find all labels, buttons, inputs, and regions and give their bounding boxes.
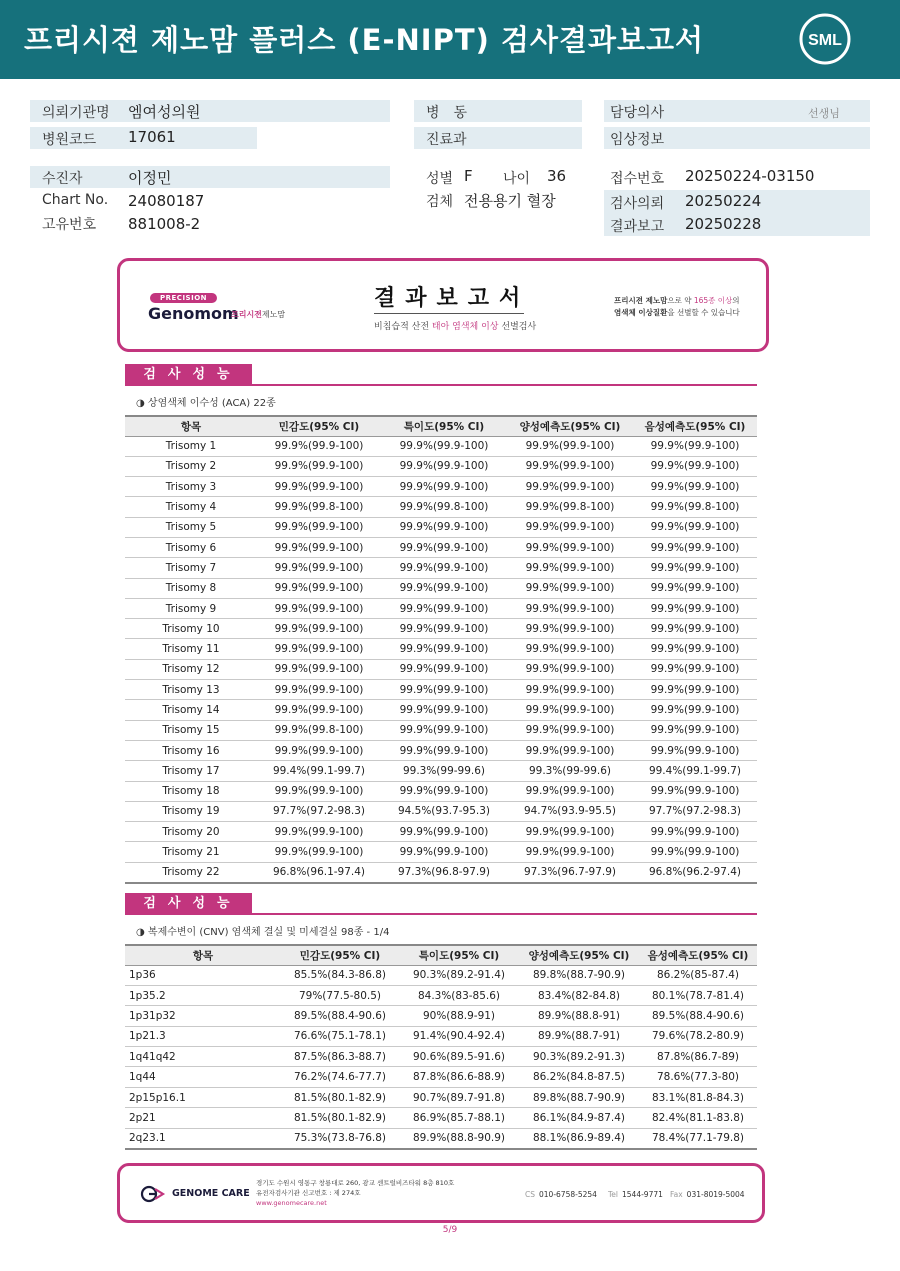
- aca-performance-table: [125, 415, 757, 884]
- row-value: 99.9%(99.9-100): [507, 537, 633, 557]
- table-row: [125, 700, 757, 720]
- table-row: [125, 740, 757, 760]
- table-row: [125, 985, 757, 1005]
- row-item: 1p31p32: [125, 1006, 281, 1026]
- row-value: 99.9%(99.9-100): [507, 477, 633, 497]
- row-value: 99.9%(99.9-100): [507, 619, 633, 639]
- row-value: 90%(88.9-91): [399, 1006, 519, 1026]
- header-bar: [0, 0, 900, 79]
- row-value: 99.9%(99.9-100): [257, 822, 381, 842]
- table-row: [125, 1026, 757, 1046]
- row-item: Trisomy 13: [125, 680, 257, 700]
- row-value: 99.9%(99.9-100): [381, 517, 507, 537]
- row-item: Trisomy 11: [125, 639, 257, 659]
- aca-subtitle: ◑ 상염색체 이수성 (ACA) 22종: [136, 398, 276, 409]
- table-row: [125, 537, 757, 557]
- row-value: 96.8%(96.2-97.4): [633, 862, 757, 882]
- row-value: 99.9%(99.9-100): [381, 822, 507, 842]
- row-value: 99.9%(99.9-100): [507, 659, 633, 679]
- hospital-code-value: 17061: [128, 128, 176, 146]
- row-value: 99.9%(99.9-100): [257, 781, 381, 801]
- row-item: Trisomy 7: [125, 558, 257, 578]
- row-item: Trisomy 20: [125, 822, 257, 842]
- table-row: [125, 477, 757, 497]
- row-value: 99.9%(99.9-100): [381, 720, 507, 740]
- row-value: 99.9%(99.9-100): [633, 720, 757, 740]
- row-item: Trisomy 4: [125, 497, 257, 517]
- row-value: 99.4%(99.1-99.7): [633, 761, 757, 781]
- row-value: 99.9%(99.9-100): [633, 680, 757, 700]
- age-label: 나이: [503, 171, 531, 187]
- receipt-label: 접수번호: [610, 171, 665, 187]
- page-number: 5/9: [442, 1225, 458, 1235]
- row-value: 78.4%(77.1-79.8): [639, 1128, 757, 1148]
- row-value: 99.9%(99.9-100): [507, 700, 633, 720]
- row-item: 2p21: [125, 1108, 281, 1128]
- column-header: 음성예측도(95% CI): [633, 416, 757, 436]
- footer-tel-label: Tel: [608, 1190, 619, 1199]
- row-value: 78.6%(77.3-80): [639, 1067, 757, 1087]
- row-value: 79.6%(78.2-80.9): [639, 1026, 757, 1046]
- row-value: 99.9%(99.9-100): [381, 639, 507, 659]
- table-row: [125, 862, 757, 882]
- footer-address: [256, 1178, 454, 1208]
- specimen-value: 전용용기 혈장: [464, 192, 556, 210]
- clinical-label: 임상정보: [610, 132, 665, 148]
- table-row: [125, 1047, 757, 1067]
- row-value: 99.9%(99.9-100): [381, 659, 507, 679]
- row-item: 1q41q42: [125, 1047, 281, 1067]
- row-value: 99.9%(99.9-100): [381, 842, 507, 862]
- row-value: 99.9%(99.9-100): [633, 822, 757, 842]
- row-value: 87.8%(86.6-88.9): [399, 1067, 519, 1087]
- row-value: 99.9%(99.9-100): [507, 781, 633, 801]
- banner-desc-pink: 165종 이상: [693, 296, 733, 305]
- row-value: 99.9%(99.9-100): [507, 558, 633, 578]
- row-value: 99.9%(99.9-100): [507, 740, 633, 760]
- table-row: [125, 639, 757, 659]
- row-value: 89.9%(88.7-91): [519, 1026, 639, 1046]
- column-header: 양성예측도(95% CI): [519, 945, 639, 965]
- banner-title: 결과보고서: [374, 286, 531, 311]
- row-value: 81.5%(80.1-82.9): [281, 1087, 399, 1107]
- row-value: 99.9%(99.9-100): [381, 456, 507, 476]
- banner-desc-bold1: 프리시젼 제노맘: [614, 296, 668, 305]
- row-value: 99.9%(99.9-100): [633, 477, 757, 497]
- row-value: 99.9%(99.9-100): [507, 639, 633, 659]
- column-header: 민감도(95% CI): [257, 416, 381, 436]
- id-label: 고유번호: [42, 217, 97, 233]
- genome-care-logo-icon: [140, 1184, 170, 1204]
- cnv-table-body: [125, 965, 757, 1149]
- genome-care-name: GENOME CARE: [172, 1188, 250, 1199]
- row-value: 99.9%(99.8-100): [507, 497, 633, 517]
- doctor-label: 담당의사: [610, 105, 665, 121]
- footer-tel: [608, 1190, 663, 1199]
- row-value: 89.9%(88.8-91): [519, 1006, 639, 1026]
- footer-box: [117, 1163, 765, 1223]
- receipt-value: 20250224-03150: [685, 167, 815, 185]
- id-value: 881008-2: [128, 215, 201, 233]
- ward-label: 병 동: [426, 105, 468, 121]
- footer-cs-label: CS: [525, 1190, 535, 1199]
- row-item: Trisomy 5: [125, 517, 257, 537]
- row-item: Trisomy 14: [125, 700, 257, 720]
- row-value: 99.9%(99.9-100): [507, 578, 633, 598]
- footer-cs-value: 010-6758-5254: [539, 1190, 597, 1199]
- row-value: 99.9%(99.9-100): [507, 598, 633, 618]
- row-value: 99.9%(99.9-100): [633, 842, 757, 862]
- table-row: [125, 1108, 757, 1128]
- row-value: 87.5%(86.3-88.7): [281, 1047, 399, 1067]
- table-row: [125, 1128, 757, 1148]
- row-value: 99.9%(99.9-100): [257, 456, 381, 476]
- table-row: [125, 598, 757, 618]
- row-value: 97.3%(96.8-97.9): [381, 862, 507, 882]
- section-tag-cnv: 검사성능: [125, 893, 252, 914]
- row-value: 99.9%(99.9-100): [633, 659, 757, 679]
- precision-badge: PRECISION: [150, 293, 217, 303]
- row-value: 86.9%(85.7-88.1): [399, 1108, 519, 1128]
- footer-fax-label: Fax: [670, 1190, 683, 1199]
- footer-address-line2: 유전자검사기관 신고번호 : 제 274호: [256, 1189, 361, 1197]
- table-row: [125, 436, 757, 456]
- banner-desc-mid1: 으로 약: [667, 296, 692, 305]
- request-value: 20250224: [685, 192, 762, 210]
- column-header: 양성예측도(95% CI): [507, 416, 633, 436]
- row-value: 99.9%(99.9-100): [257, 639, 381, 659]
- column-header: 항목: [125, 945, 281, 965]
- row-value: 99.9%(99.9-100): [257, 680, 381, 700]
- row-item: Trisomy 1: [125, 436, 257, 456]
- row-item: Trisomy 19: [125, 801, 257, 821]
- column-header: 민감도(95% CI): [281, 945, 399, 965]
- genomom-sub: [231, 309, 285, 320]
- banner-subtitle-pre: 비침습적 산전: [374, 322, 430, 332]
- row-value: 79%(77.5-80.5): [281, 985, 399, 1005]
- aca-table-body: [125, 436, 757, 883]
- row-value: 99.9%(99.9-100): [257, 558, 381, 578]
- row-value: 97.7%(97.2-98.3): [257, 801, 381, 821]
- row-item: Trisomy 17: [125, 761, 257, 781]
- table-row: [125, 517, 757, 537]
- row-value: 99.9%(99.9-100): [257, 842, 381, 862]
- row-value: 90.3%(89.2-91.3): [519, 1047, 639, 1067]
- sex-value: F: [464, 167, 473, 185]
- section-head-cnv: [125, 893, 757, 915]
- name-label: 수진자: [42, 171, 83, 187]
- row-item: Trisomy 16: [125, 740, 257, 760]
- row-item: Trisomy 12: [125, 659, 257, 679]
- age-value: 36: [547, 167, 567, 185]
- row-value: 99.9%(99.9-100): [381, 578, 507, 598]
- row-value: 89.8%(88.7-90.9): [519, 965, 639, 985]
- row-value: 99.9%(99.9-100): [633, 598, 757, 618]
- banner-desc-line2: [614, 307, 740, 319]
- row-item: 2q23.1: [125, 1128, 281, 1148]
- row-value: 86.1%(84.9-87.4): [519, 1108, 639, 1128]
- row-value: 99.9%(99.9-100): [257, 659, 381, 679]
- row-item: Trisomy 22: [125, 862, 257, 882]
- row-value: 99.9%(99.9-100): [507, 822, 633, 842]
- table-row: [125, 578, 757, 598]
- row-value: 99.9%(99.9-100): [633, 537, 757, 557]
- footer-cs: [525, 1190, 597, 1199]
- row-value: 99.9%(99.9-100): [633, 619, 757, 639]
- table-row: [125, 1067, 757, 1087]
- dept-label: 진료과: [426, 132, 467, 148]
- row-value: 99.9%(99.9-100): [507, 680, 633, 700]
- row-value: 99.9%(99.9-100): [633, 740, 757, 760]
- row-value: 99.9%(99.9-100): [257, 436, 381, 456]
- row-value: 89.9%(88.8-90.9): [399, 1128, 519, 1148]
- table-row: [125, 1006, 757, 1026]
- row-value: 76.6%(75.1-78.1): [281, 1026, 399, 1046]
- row-value: 99.9%(99.9-100): [633, 436, 757, 456]
- row-value: 99.9%(99.9-100): [381, 680, 507, 700]
- row-value: 89.8%(88.7-90.9): [519, 1087, 639, 1107]
- row-value: 99.9%(99.9-100): [507, 517, 633, 537]
- row-value: 99.9%(99.9-100): [507, 842, 633, 862]
- row-value: 96.8%(96.1-97.4): [257, 862, 381, 882]
- row-value: 99.9%(99.9-100): [381, 781, 507, 801]
- row-value: 99.9%(99.9-100): [381, 436, 507, 456]
- row-value: 81.5%(80.1-82.9): [281, 1108, 399, 1128]
- cnv-performance-table: [125, 944, 757, 1150]
- banner-desc-line1: [614, 295, 740, 307]
- specimen-label: 검체: [426, 194, 454, 210]
- table-row: [125, 680, 757, 700]
- row-value: 83.4%(82-84.8): [519, 985, 639, 1005]
- footer-fax: [670, 1190, 745, 1199]
- row-value: 75.3%(73.8-76.8): [281, 1128, 399, 1148]
- institution-value: 엠여성의원: [128, 103, 201, 121]
- banner-desc-post2: 을 선별할 수 있습니다: [667, 308, 740, 317]
- row-value: 97.7%(97.2-98.3): [633, 801, 757, 821]
- row-item: 1p36: [125, 965, 281, 985]
- genomom-sub-pink: 프리시젼: [231, 310, 262, 319]
- table-row: [125, 781, 757, 801]
- row-value: 85.5%(84.3-86.8): [281, 965, 399, 985]
- row-value: 99.9%(99.9-100): [507, 436, 633, 456]
- row-value: 89.5%(88.4-90.6): [639, 1006, 757, 1026]
- table-row: [125, 801, 757, 821]
- row-value: 91.4%(90.4-92.4): [399, 1026, 519, 1046]
- row-item: Trisomy 3: [125, 477, 257, 497]
- row-value: 99.9%(99.9-100): [507, 456, 633, 476]
- report-label: 결과보고: [610, 219, 665, 235]
- row-value: 99.9%(99.9-100): [257, 537, 381, 557]
- row-value: 99.9%(99.9-100): [381, 598, 507, 618]
- table-row: [125, 842, 757, 862]
- row-value: 99.9%(99.8-100): [381, 497, 507, 517]
- row-value: 99.9%(99.9-100): [257, 619, 381, 639]
- row-value: 99.9%(99.9-100): [633, 781, 757, 801]
- row-value: 82.4%(81.1-83.8): [639, 1108, 757, 1128]
- row-value: 99.9%(99.9-100): [257, 598, 381, 618]
- hospital-code-label: 병원코드: [42, 132, 97, 148]
- footer-address-line1: 경기도 수원시 영통구 창룡대로 260, 광교 센트럴비즈타워 8층 810호: [256, 1179, 455, 1187]
- row-value: 99.9%(99.9-100): [381, 477, 507, 497]
- row-item: Trisomy 8: [125, 578, 257, 598]
- footer-tel-value: 1544-9771: [622, 1190, 663, 1199]
- row-value: 99.9%(99.9-100): [257, 578, 381, 598]
- row-value: 84.3%(83-85.6): [399, 985, 519, 1005]
- row-value: 99.9%(99.9-100): [257, 740, 381, 760]
- row-item: Trisomy 18: [125, 781, 257, 801]
- column-header: 음성예측도(95% CI): [639, 945, 757, 965]
- row-item: Trisomy 6: [125, 537, 257, 557]
- row-item: 1q44: [125, 1067, 281, 1087]
- report-title: 프리시젼 제노맘 플러스 (E-NIPT) 검사결과보고서: [24, 23, 705, 57]
- chart-value: 24080187: [128, 192, 205, 210]
- row-value: 76.2%(74.6-77.7): [281, 1067, 399, 1087]
- banner-description: [614, 295, 740, 319]
- row-value: 99.9%(99.8-100): [257, 497, 381, 517]
- cnv-table-header: [125, 945, 757, 965]
- banner-title-underline: [374, 313, 524, 314]
- row-value: 99.9%(99.9-100): [633, 639, 757, 659]
- row-value: 99.3%(99-99.6): [381, 761, 507, 781]
- table-row: [125, 1087, 757, 1107]
- sex-label: 성별: [426, 171, 454, 187]
- row-value: 99.9%(99.9-100): [381, 740, 507, 760]
- row-value: 83.1%(81.8-84.3): [639, 1087, 757, 1107]
- row-value: 94.7%(93.9-95.5): [507, 801, 633, 821]
- row-value: 99.9%(99.9-100): [633, 700, 757, 720]
- section-head-aca: [125, 364, 757, 386]
- row-value: 99.3%(99-99.6): [507, 761, 633, 781]
- row-value: 90.7%(89.7-91.8): [399, 1087, 519, 1107]
- sml-logo-text: SML: [808, 32, 842, 49]
- chart-label: Chart No.: [42, 192, 109, 208]
- table-row: [125, 659, 757, 679]
- row-value: 90.6%(89.5-91.6): [399, 1047, 519, 1067]
- row-value: 97.3%(96.7-97.9): [507, 862, 633, 882]
- row-value: 99.9%(99.8-100): [257, 720, 381, 740]
- row-value: 99.9%(99.9-100): [381, 619, 507, 639]
- banner-subtitle: [374, 319, 536, 332]
- table-row: [125, 619, 757, 639]
- row-value: 99.9%(99.9-100): [257, 477, 381, 497]
- column-header: 특이도(95% CI): [399, 945, 519, 965]
- row-value: 99.9%(99.9-100): [257, 700, 381, 720]
- genomom-sub-text: 제노맘: [261, 310, 286, 319]
- row-value: 86.2%(85-87.4): [639, 965, 757, 985]
- sml-logo-icon: [798, 12, 852, 66]
- name-value: 이정민: [128, 169, 172, 187]
- row-value: 99.9%(99.9-100): [381, 558, 507, 578]
- table-row: [125, 965, 757, 985]
- row-value: 99.4%(99.1-99.7): [257, 761, 381, 781]
- footer-fax-value: 031-8019-5004: [686, 1190, 745, 1199]
- cnv-subtitle: ◑ 복제수변이 (CNV) 염색체 결실 및 미세결실 98종 - 1/4: [136, 927, 390, 938]
- row-value: 99.9%(99.9-100): [633, 558, 757, 578]
- row-item: Trisomy 15: [125, 720, 257, 740]
- row-value: 89.5%(88.4-90.6): [281, 1006, 399, 1026]
- row-item: Trisomy 9: [125, 598, 257, 618]
- name-row: [30, 166, 390, 188]
- genomom-logo: Genomom: [148, 304, 239, 323]
- row-value: 87.8%(86.7-89): [639, 1047, 757, 1067]
- banner-subtitle-post: 선별검사: [501, 322, 537, 332]
- report-value: 20250228: [685, 215, 762, 233]
- genomom-banner: [117, 258, 769, 352]
- table-row: [125, 497, 757, 517]
- column-header: 항목: [125, 416, 257, 436]
- banner-desc-bold2: 염색체 이상질환: [614, 308, 668, 317]
- table-row: [125, 761, 757, 781]
- banner-desc-post1: 의: [732, 296, 740, 305]
- row-value: 99.9%(99.8-100): [633, 497, 757, 517]
- row-value: 99.9%(99.9-100): [507, 720, 633, 740]
- table-row: [125, 456, 757, 476]
- table-row: [125, 558, 757, 578]
- row-item: Trisomy 2: [125, 456, 257, 476]
- request-label: 검사의뢰: [610, 196, 665, 212]
- aca-table-header: [125, 416, 757, 436]
- section-tag-aca: 검사성능: [125, 364, 252, 385]
- row-item: 2p15p16.1: [125, 1087, 281, 1107]
- row-item: Trisomy 10: [125, 619, 257, 639]
- row-value: 99.9%(99.9-100): [633, 517, 757, 537]
- row-item: 1p21.3: [125, 1026, 281, 1046]
- table-row: [125, 822, 757, 842]
- row-value: 90.3%(89.2-91.4): [399, 965, 519, 985]
- table-row: [125, 720, 757, 740]
- row-value: 80.1%(78.7-81.4): [639, 985, 757, 1005]
- column-header: 특이도(95% CI): [381, 416, 507, 436]
- row-item: 1p35.2: [125, 985, 281, 1005]
- row-value: 88.1%(86.9-89.4): [519, 1128, 639, 1148]
- row-value: 99.9%(99.9-100): [633, 456, 757, 476]
- footer-website-link[interactable]: www.genomecare.net: [256, 1199, 327, 1207]
- row-value: 94.5%(93.7-95.3): [381, 801, 507, 821]
- institution-label: 의뢰기관명: [42, 105, 110, 121]
- row-value: 99.9%(99.9-100): [381, 700, 507, 720]
- row-value: 86.2%(84.8-87.5): [519, 1067, 639, 1087]
- row-value: 99.9%(99.9-100): [633, 578, 757, 598]
- row-item: Trisomy 21: [125, 842, 257, 862]
- row-value: 99.9%(99.9-100): [381, 537, 507, 557]
- banner-subtitle-pink: 태아 염색체 이상: [431, 322, 499, 332]
- doctor-suffix: 선생님: [808, 107, 840, 120]
- row-value: 99.9%(99.9-100): [257, 517, 381, 537]
